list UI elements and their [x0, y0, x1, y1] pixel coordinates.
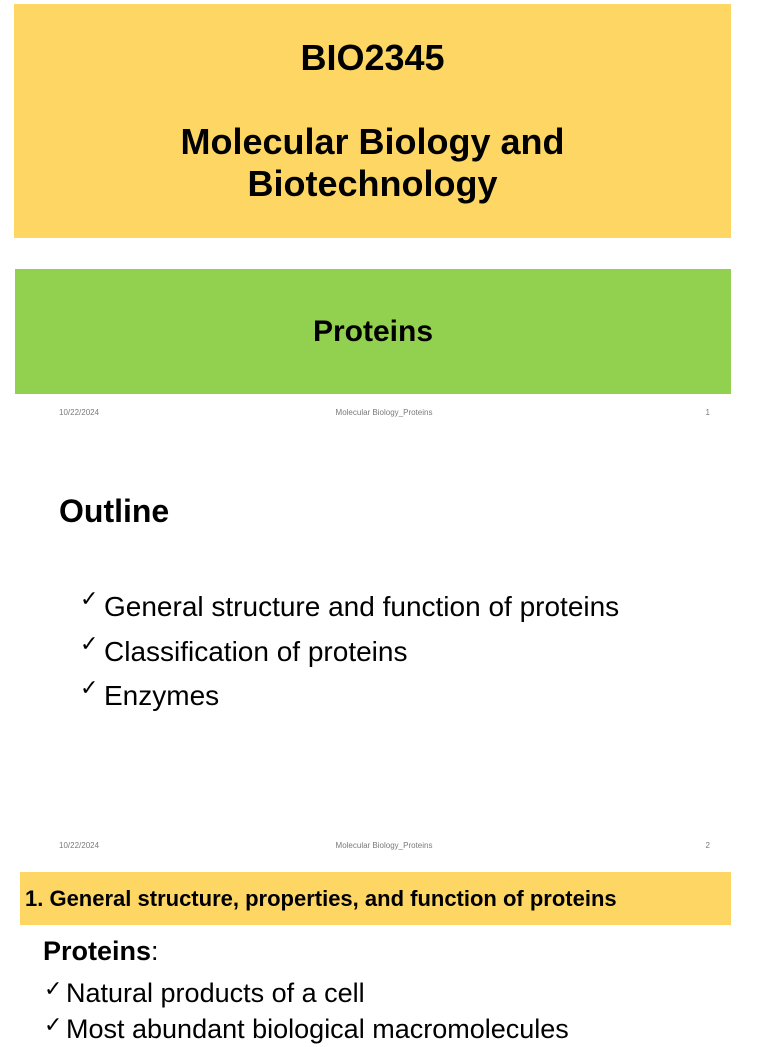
footer-page-number: 2 [705, 841, 710, 850]
title-box [14, 4, 731, 238]
checkmark-icon: ✓ [80, 631, 99, 657]
proteins-label [43, 936, 159, 967]
checkmark-icon: ✓ [80, 587, 99, 612]
list-item [80, 630, 619, 675]
list-item-text: General structure and function of proteins [104, 591, 620, 622]
proteins-label-colon: : [151, 936, 159, 966]
list-item-text: Natural products of a cell [66, 978, 365, 1008]
list-item-text: Enzymes [104, 680, 220, 711]
slide-footer-1 [0, 408, 768, 420]
proteins-list [44, 975, 569, 1047]
outline-list [80, 585, 619, 719]
section-heading: 1. General structure, properties, and function of proteins [25, 885, 617, 911]
list-item-text: Classification of proteins [104, 635, 408, 667]
section-heading-box [20, 872, 731, 925]
list-item [44, 975, 569, 1011]
course-title-line1: Molecular Biology and [180, 121, 565, 162]
proteins-label-bold: Proteins [43, 936, 152, 966]
list-item [44, 1011, 569, 1047]
slide-footer-2 [0, 841, 768, 853]
list-item [80, 674, 619, 719]
course-title-line2: Biotechnology [247, 163, 498, 204]
course-code: BIO2345 [300, 37, 445, 78]
list-item-text: Most abundant biological macromolecules [66, 1014, 569, 1044]
footer-title: Molecular Biology_Proteins [335, 841, 433, 850]
subtitle: Proteins [312, 314, 434, 348]
checkmark-icon: ✓ [44, 977, 63, 1002]
footer-page-number: 1 [705, 408, 710, 417]
footer-date: 10/22/2024 [59, 408, 100, 417]
checkmark-icon: ✓ [80, 676, 99, 701]
subtitle-box [15, 269, 731, 394]
footer-date: 10/22/2024 [59, 841, 100, 850]
footer-title: Molecular Biology_Proteins [335, 408, 433, 417]
checkmark-icon: ✓ [44, 1013, 63, 1038]
outline-heading: Outline [59, 493, 170, 529]
list-item [80, 585, 619, 630]
